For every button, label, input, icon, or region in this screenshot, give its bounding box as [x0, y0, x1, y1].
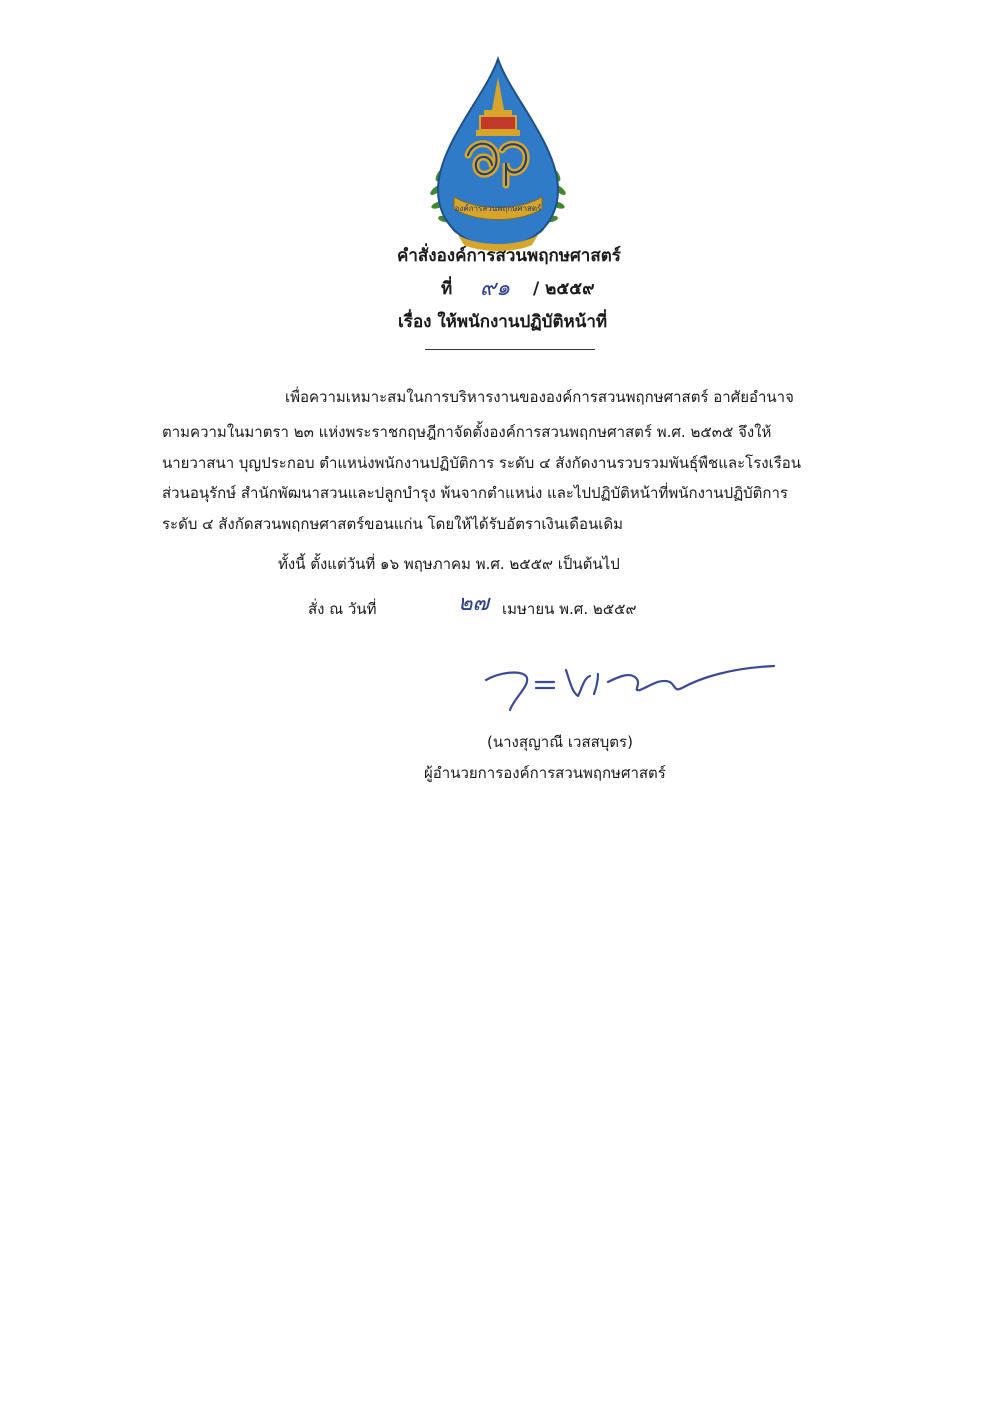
effective-date: ทั้งนี้ ตั้งแต่วันที่ ๑๖ พฤษภาคม พ.ศ. ๒๕๕๙ เป็นต้นไป	[278, 555, 620, 573]
body-paragraph-line: ส่วนอนุรักษ์ สำนักพัฒนาสวนและปลูกบำรุง พ้นจากตำแหน่ง และไปปฏิบัติหน้าที่พนักงานปฏิบัติการ	[162, 484, 788, 502]
dated-suffix: เมษายน พ.ศ. ๒๕๕๙	[502, 600, 637, 618]
signer-name: (นางสุญาณี เวสสบุตร)	[487, 733, 633, 751]
svg-text:องค์การสวนพฤกษศาสตร์: องค์การสวนพฤกษศาสตร์	[454, 204, 542, 213]
botanical-garden-organization-emblem-icon	[418, 55, 578, 255]
order-number-year: / ๒๕๕๙	[533, 279, 595, 299]
order-number-handwritten: ๙๑	[480, 276, 511, 301]
order-subject: เรื่อง ให้พนักงานปฏิบัติหน้าที่	[398, 312, 608, 332]
order-number-label: ที่	[441, 279, 453, 299]
order-title: คำสั่งองค์การสวนพฤกษศาสตร์	[397, 246, 621, 266]
body-paragraph-line: เพื่อความเหมาะสมในการบริหารงานขององค์การสวนพฤกษศาสตร์ อาศัยอำนาจ	[285, 388, 794, 406]
body-paragraph-line: นายวาสนา บุญประกอบ ตำแหน่งพนักงานปฏิบัติการ ระดับ ๔ สังกัดงานรวบรวมพันธุ์พืชและโรงเรือน	[162, 454, 802, 472]
dated-prefix: สั่ง ณ วันที่	[308, 600, 377, 618]
body-paragraph-line: ตามความในมาตรา ๒๓ แห่งพระราชกฤษฎีกาจัดตั้งองค์การสวนพฤกษศาสตร์ พ.ศ. ๒๕๓๕ จึงให้	[162, 423, 772, 441]
dated-day-handwritten: ๒๗	[458, 591, 490, 616]
signer-title: ผู้อำนวยการองค์การสวนพฤกษศาสตร์	[424, 764, 666, 782]
body-paragraph-line: ระดับ ๔ สังกัดสวนพฤกษศาสตร์ขอนแก่น โดยให้ได้รับอัตราเงินเดือนเดิม	[162, 515, 624, 533]
handwritten-signature-icon	[480, 648, 780, 718]
header-divider	[425, 349, 595, 350]
